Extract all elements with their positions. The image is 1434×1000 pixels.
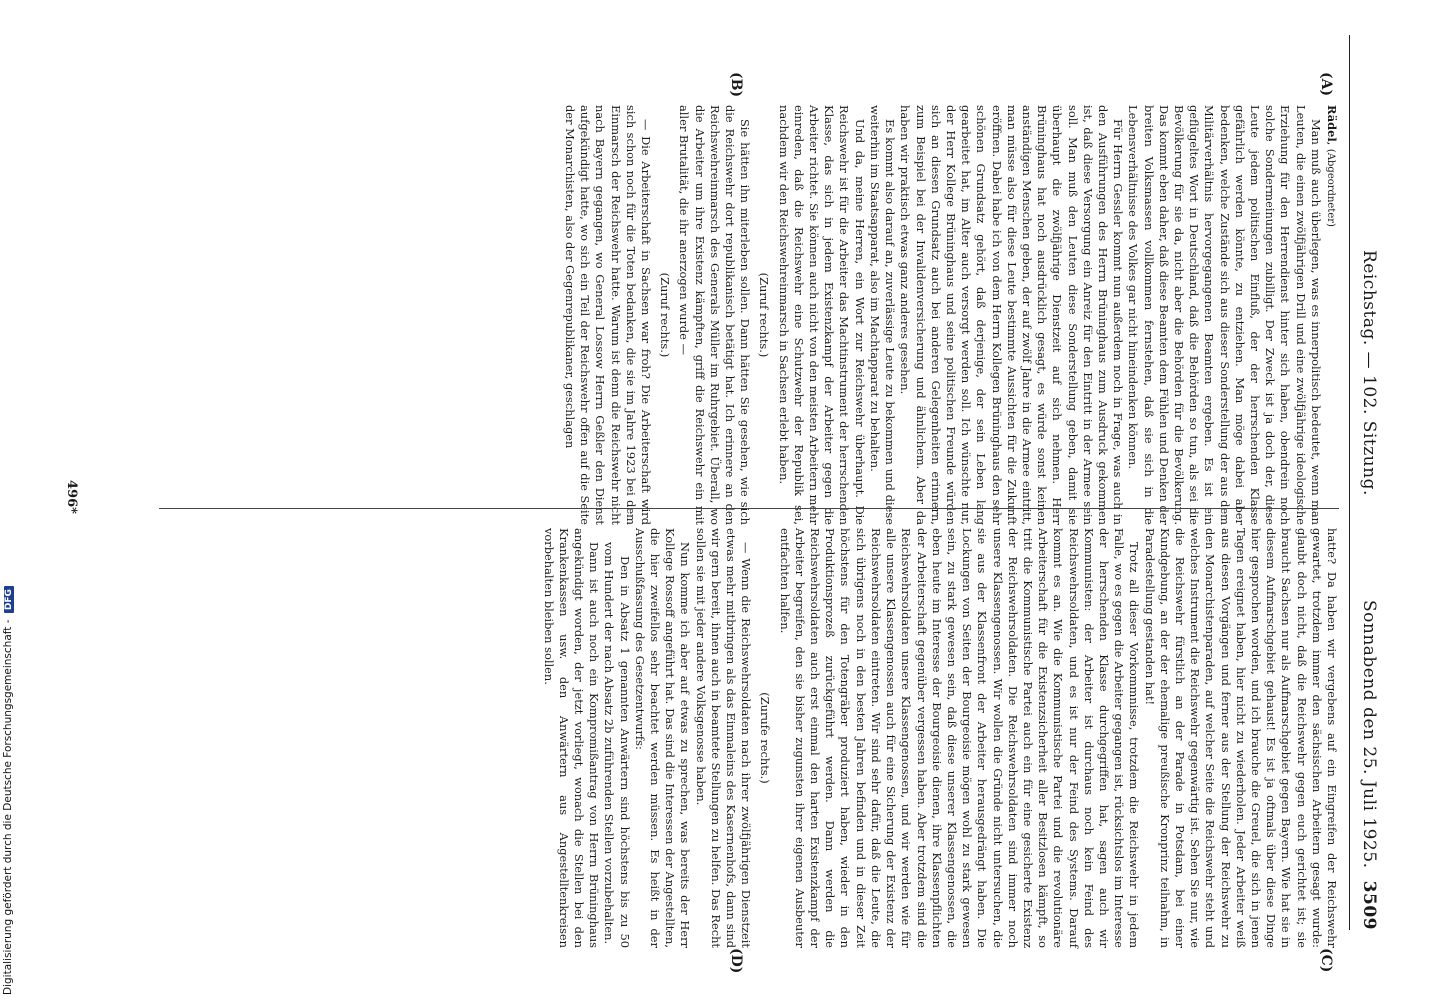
margin-mark-d: (D) [728, 948, 744, 974]
quoted-paragraph: Den in Absatz 1 genannten Anwärtern sind höchstens bis zu 50 vom Hundert der nach Absatz 2b zuführenden Stellen vorzubehalten. [602, 542, 632, 948]
interjection: (Zuruf rechts.) [757, 272, 772, 358]
dfg-logo: DFG [4, 586, 14, 613]
speaker-line: Rädel, (Abgeordneter) [1325, 105, 1339, 227]
margin-mark-c: (C) [1318, 948, 1334, 973]
paragraph: — Die Arbeiterschaft in Sachsen war froh? Die Arbeiterschaft wird sich schon noch für die Toten bedanken, die sie im Jahre 1923 bei dem Einmarsch der Reichswehr hatte. Warum ist denn die Reichswehr nicht nach Bayern gegangen, wo General Lossow Herrn Geßler den Dienst aufgekündigt hatte, wo sich ein Teil der Reichswehr offen auf die Seite der Monarchisten, also der Gegenrepublikaner, geschlagen [563, 105, 654, 525]
header-page-number: 3509 [1359, 880, 1379, 930]
column-divider [159, 508, 1339, 509]
paragraph: Dann ist auch noch ein Kompromißantrag von Herrn Brüninghaus angekündigt worden, der jetzt vorliegt, wonach die Stellen bei den Krankenkassen usw. den Anwärtern aus Angestelltenkreisen vorbehalten bleiben sollen. [541, 528, 602, 948]
left-column [562, 105, 1339, 525]
interjection: (Zuruf rechts.) [658, 272, 673, 358]
interjection: (Zurufe rechts.) [758, 692, 773, 784]
right-column [540, 528, 1339, 948]
paragraph: hatte? Da haben wir vergebens auf ein Eingreifen der Reichswehr gewartet, trotzdem immer den sächsischen Arbeitern gesagt wurde: glaubt doch nicht, daß die Reichswehr gegen euch gerichtet ist; sie braucht Sachsen nur als Aufmarschgebiet gegen Bayern. Wie hat sie in diesem Aufmarschgebiet gehaust! Es ist ja oftmals über diese Dinge hier gesprochen worden, und ich brauche die Greuel, die sich in jenen Tagen ereignet haben, hier nicht zu wiederholen. Jeder Arbeiter weiß aus diesen Vorgängen und ferner aus der Stellung der Reichswehr zu den Monarchistenparaden, auf welcher Seite die Reichswehr steht und welches Instrument die Reichswehr gegenwärtig ist. Sehen Sie nur, wie die Reichswehr fürstlich an der Parade in Potsdam, bei einer Kundgebung, an der der ehemalige preußische Kronprinz teilnahm, in Paradestellung gestanden hat! [1142, 528, 1339, 948]
paragraph: Es kommt also darauf an, zuverlässige Leute zu bekommen und diese weiterhin im Staatsapparat, also im Machtapparat zu behalten. [867, 105, 898, 525]
paragraph: — Wenn die Reichswehrsoldaten nach ihrer zwölfjährigen Dienstzeit etwas mehr mitbringen als das Einmaleins des Kasernenhofs, dann sind wir gern bereit, ihnen auch in beamtete Stellungen zu helfen. Das Recht sollen sie mit jeder andere Volksgenosse haben. [693, 528, 754, 948]
speaker-note: (Abgeordneter) [1325, 148, 1336, 227]
paragraph: Nun komme ich aber auf etwas zu sprechen, was bereits der Herr Kollege Rossoff angeführt hat. Das sind die Interessen der Angestellten, die hier zweifellos sehr beachtet werden müssen. Es heißt in der Ausschußfassung des Gesetzentwurfs: [632, 528, 693, 948]
header-date: Sonnabend den 25. Juli 1925. [1359, 600, 1379, 869]
footer-page-mark: 496* [64, 480, 79, 514]
paragraph: Sie hätten ihn miterleben sollen. Dann hätten Sie gesehen, wie sich die Reichswehr dort republikanisch betätigt hat. Ich erinnere an den Reichswehreinmarsch des Generals Müller im Ruhrgebiet. Überall, wo die Arbeiter um ihre Existenz kämpften, griff die Reichswehr ein mit aller Brutalität, die ihr anerzogen wurde — [677, 105, 753, 525]
speaker-name: Rädel [1325, 105, 1339, 142]
margin-mark-b: (B) [728, 72, 744, 98]
paragraph: Trotz all dieser Vorkommnisse, trotzdem die Reichswehr in jedem Falle, wo es gegen die Arbeiter gegangen ist, rücksichtslos im Interesse der herrschenden Klasse durchgegriffen hat, sagen auch wir Kommunisten: der Arbeiter ist durchaus noch kein Feind des Reichswehrsoldaten, und es ist nur der Feind des Systems. Darauf kommt es an. Wie die Kommunistische Partei und die revolutionäre Arbeiterschaft für die Existenzsicherheit aller Besitzlosen kämpft, so tritt die Kommunistische Partei auch ein für eine gesicherte Existenz der Reichswehrsoldaten. Die Reichswehrsoldaten sind immer noch unsere Klassengenossen. Wir wollen die Gründe nicht untersuchen, die sie aus der Klassenfront der Arbeiter herausgedrängt haben. Die Lockungen von Seiten der Bourgeoisie mögen wohl zu stark gewesen sein, zu stark gewesen sein, daß diese unserer Klassengenossen, die eben heute im Interesse der Bourgeoisie dienen, ihre Klassenpflichten der Arbeiterschaft gegenüber vergessen haben. Aber trotzdem sind die Reichswehrsoldaten unsere Klassengenossen, und wir werden wie für alle unsere Klassengenossen auch für eine Sicherung der Existenz der Reichswehrsoldaten eintreten. Wir sind sehr dafür, daß die Leute, die sich übrigens noch in den besten Jahren befinden und in dieser Zeit höchstens für den Totengräber produziert haben, wieder in den Produktionsprozeß zurückgeführt werden. Dann werden die Reichswehrsoldaten auch erst einmal den harten Existenzkampf der Arbeiter begreifen, den sie bisher zugunsten ihrer eigenen Ausbeuter entfachten halfen. [777, 528, 1142, 948]
credit-text: Digitalisierung gefördert durch die Deutsche Forschungsgemeinschaft - [2, 619, 14, 995]
page-header [1349, 40, 1379, 930]
header-rule [1349, 35, 1350, 930]
margin-mark-a: (A) [1318, 72, 1334, 97]
digitization-credit [2, 0, 16, 1000]
paragraph: Man muß auch überlegen, was es innerpolitisch bedeutet, wenn man Leuten, die einen zwölfjährigen Drill und eine zwölfjährige ideologische Erziehung für den Herrendienst hinter sich haben, obendrein noch solche Sondermeinungen zubilligt. Der Zweck ist ja doch der, diese Leute jedem politischen Einfluß, der der herrschenden Klasse gefährlich werden könnte, zu entziehen. Man möge dabei aber bedenken, welche Zustände sich aus dieser Sonderstellung der aus dem Militärverhältnis hervorgegangenen Beamten ergeben. Es ist ein geflügeltes Wort in Deutschland, daß die Behörden so tun, als sei die Bevölkerung für sie da, nicht aber die Behörden für die Bevölkerung. Das kommt eben daher, daß diese Beamten dem Fühlen und Denken der breiten Volksmassen vollkommen fernstehen, daß sie sich in die Lebensverhältnisse des Volkes gar nicht hineindenken können. [1126, 105, 1323, 525]
header-session: Reichstag. — 102. Sitzung. [1359, 250, 1379, 496]
paragraph: Für Herrn Gessler kommt nun außerdem noch in Frage, was auch in den Ausführungen des Herrn Brüninghaus zum Ausdruck gekommen ist, daß diese Versorgung ein Anreiz für den Eintritt in der Armee sein soll. Man muß den Leuten diese Sonderstellung geben, damit sie überhaupt die zwölfjährige Dienstzeit auf sich nehmen. Herr Brüninghaus hat noch ausdrücklich gesagt, es würde sonst keinen anständigen Menschen geben, der auf zwölf Jahre in die Armee eintritt, man müsse also für diese Leute bestimmte Aussichten für die Zukunft eröffnen. Dabei habe ich von dem Herrn Kollegen Brüninghaus den sehr schönen Grundsatz gehört, daß derjenige, der sein Leben lang gearbeitet hat, im Alter auch versorgt werden soll. Ich wünschte nur, der Herr Kollege Brüninghaus und seine politischen Freunde würden sich an diesen Grundsatz auch bei anderen Gelegenheiten erinnern, zum Beispiel bei der Invalidenversicherung und ähnlichem. Aber da haben wir praktisch etwas ganz anderes gesehen. [898, 105, 1126, 525]
paragraph: Und da, meine Herren, ein Wort zur Reichswehr überhaupt. Die Reichswehr ist für die Arbeiter das Machtinstrument der herrschenden Klasse, das sich in jedem Existenzkampf der Arbeiter gegen die Arbeiter richtet. Sie können auch nicht von den meisten Arbeitern mehr einreden, daß die Reichswehr eine Schutzwehr der Republik sei, nachdem wir den Reichswehreinmarsch in Sachsen erlebt haben. [776, 105, 867, 525]
